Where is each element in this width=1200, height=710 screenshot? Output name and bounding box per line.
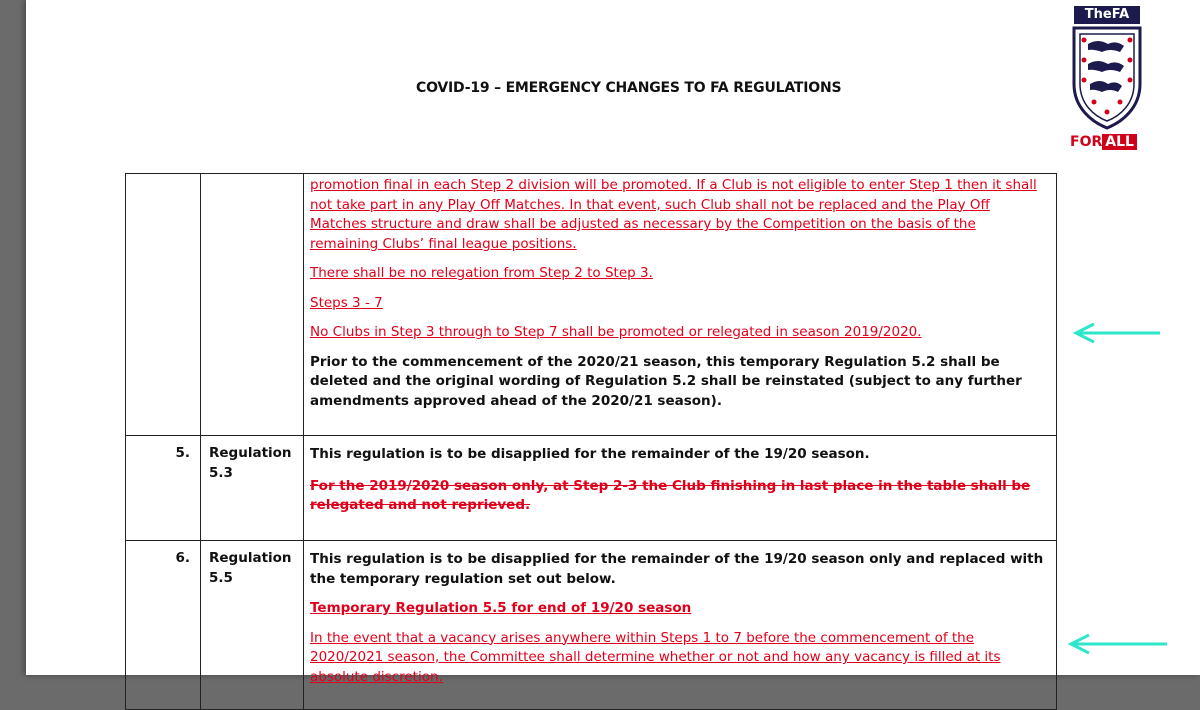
document-title: COVID-19 – EMERGENCY CHANGES TO FA REGULATIONS — [416, 80, 842, 96]
regulation-body — [304, 541, 1057, 710]
table-row — [126, 174, 1057, 436]
row-number: 6. — [126, 541, 201, 710]
left-arrow-icon — [1068, 322, 1162, 344]
table-row — [126, 541, 1057, 710]
regulation-name: Regulation 5.3 — [201, 436, 304, 541]
for-all-tagline: FOR ALL — [1070, 132, 1146, 152]
amendment-heading: Steps 3 - 7 — [310, 294, 383, 311]
amendment-heading: Temporary Regulation 5.5 for end of 19/20 season — [310, 600, 692, 616]
three-lions-crest-icon — [1070, 26, 1144, 130]
regulation-text: This regulation is to be disapplied for the remainder of the 19/20 season only and replaced with the temporary regulation set out below. — [310, 551, 1044, 587]
amendment-text: There shall be no relegation from Step 2 to Step 3. — [310, 265, 653, 281]
table-row — [126, 436, 1057, 541]
regulation-text: Prior to the commencement of the 2020/21 season, this temporary Regulation 5.2 shall be deleted and the original wording of Regulation 5.2 shall be reinstated (subject to any further amendments approved ahead of the 2020/21 season). — [310, 353, 1022, 409]
left-arrow-icon — [1063, 633, 1169, 655]
regulation-body — [304, 436, 1057, 541]
amendment-text: No Clubs in Step 3 through to Step 7 shall be promoted or relegated in season 2019/2020. — [310, 324, 922, 340]
regulation-text: This regulation is to be disapplied for the remainder of the 19/20 season. — [310, 446, 870, 462]
amendment-text: In the event that a vacancy arises anywhere within Steps 1 to 7 before the commencement of the 2020/2021 season, the Committee shall determine whether or not and how any vacancy is filled at its absolute discretion. — [310, 629, 1001, 685]
fa-logo — [1066, 6, 1148, 154]
fa-logo-wordmark: TheFA — [1074, 6, 1140, 24]
regulation-body — [304, 174, 1057, 436]
regulation-name: Regulation 5.5 — [201, 541, 304, 710]
regulations-table — [125, 173, 1057, 710]
amendment-text: promotion final in each Step 2 division will be promoted. If a Club is not eligible to enter Step 1 then it shall not take part in any Play Off Matches. In that event, such Club shall not be replaced and the Play Off Matches structure and draw shall be adjusted as necessary by the Competition on the basis of the remaining Clubs’ final league positions. — [310, 177, 1037, 252]
row-number — [126, 174, 201, 436]
row-number: 5. — [126, 436, 201, 541]
regulation-name — [201, 174, 304, 436]
struck-amendment-text: For the 2019/2020 season only, at Step 2-3 the Club finishing in last place in the table shall be relegated and not reprieved. — [310, 477, 1031, 513]
